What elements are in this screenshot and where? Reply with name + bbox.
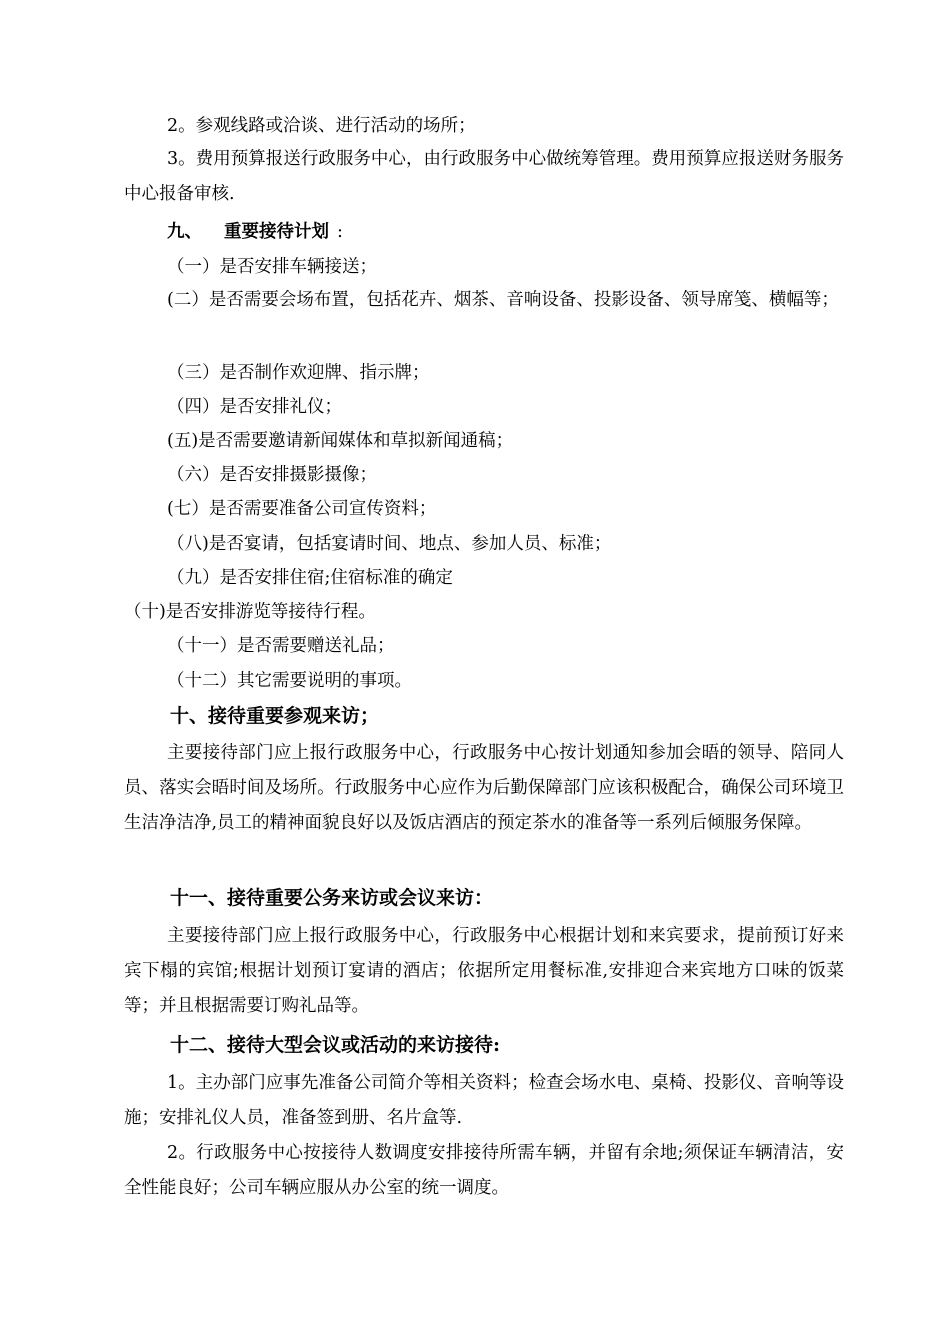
list-item-4: （四）是否安排礼仪； bbox=[167, 397, 342, 417]
section-10-paragraph: 主要接待部门应上报行政服务中心，行政服务中心按计划通知参加会晤的领导、陪同人员、落实会晤时间及场所。行政服务中心应作为后勤保障部门应该积极配合，确保公司环境卫生洁净洁净,员工的精神面貌良好以及饭店酒店的预定茶水的准备等一系列后倾服务保障。 bbox=[124, 743, 844, 833]
list-item-3: （三）是否制作欢迎牌、指示牌； bbox=[167, 363, 430, 383]
list-item-1: （一）是否安排车辆接送； bbox=[167, 257, 377, 277]
section-9-title: 重要接待计划 bbox=[224, 222, 329, 242]
section-9-number: 九、 bbox=[167, 222, 202, 242]
list-item-2: (二）是否需要会场布置，包括花卉、烟茶、音响设备、投影设备、领导席笺、横幅等； bbox=[167, 290, 839, 310]
section-12-heading: 十二、接待大型会议或活动的来访接待: bbox=[170, 1034, 501, 1056]
list-item-5: (五)是否需要邀请新闻媒体和草拟新闻通稿； bbox=[167, 431, 514, 451]
section-10-heading: 十、接待重要参观来访； bbox=[170, 705, 380, 727]
section-11-paragraph: 主要接待部门应上报行政服务中心，行政服务中心根据计划和来宾要求，提前预订好来宾下榻的宾馆;根据计划预订宴请的酒店；依据所定用餐标准,安排迎合来宾地方口味的饭菜等；并且根据需要订购礼品等。 bbox=[124, 926, 844, 1016]
section-9-colon: : bbox=[337, 222, 343, 242]
paragraph-route: 2。参观线路或洽谈、进行活动的场所； bbox=[167, 116, 476, 136]
list-item-8: （八)是否宴请，包括宴请时间、地点、参加人员、标准； bbox=[167, 534, 612, 554]
list-item-11: （十一）是否需要赠送礼品； bbox=[167, 636, 395, 656]
paragraph-budget: 3。费用预算报送行政服务中心，由行政服务中心做统筹管理。费用预算应报送财务服务中心报备审核. bbox=[124, 149, 844, 204]
list-item-10: （十)是否安排游览等接待行程。 bbox=[124, 602, 376, 622]
section-11-heading: 十一、接待重要公务来访或会议来访： bbox=[170, 887, 494, 909]
list-item-7: (七）是否需要准备公司宣传资料； bbox=[167, 499, 437, 519]
list-item-6: （六）是否安排摄影摄像； bbox=[167, 465, 377, 485]
list-item-9: （九）是否安排住宿;住宿标准的确定 bbox=[167, 568, 453, 588]
section-12-paragraph-1: 1。主办部门应事先准备公司简介等相关资料；检查会场水电、桌椅、投影仪、音响等设施；安排礼仪人员，准备签到册、名片盒等. bbox=[124, 1073, 844, 1128]
section-12-paragraph-2: 2。行政服务中心按接待人数调度安排接待所需车辆，并留有余地;须保证车辆清洁，安全性能良好；公司车辆应服从办公室的统一调度。 bbox=[124, 1143, 844, 1198]
list-item-12: （十二）其它需要说明的事项。 bbox=[167, 671, 412, 691]
